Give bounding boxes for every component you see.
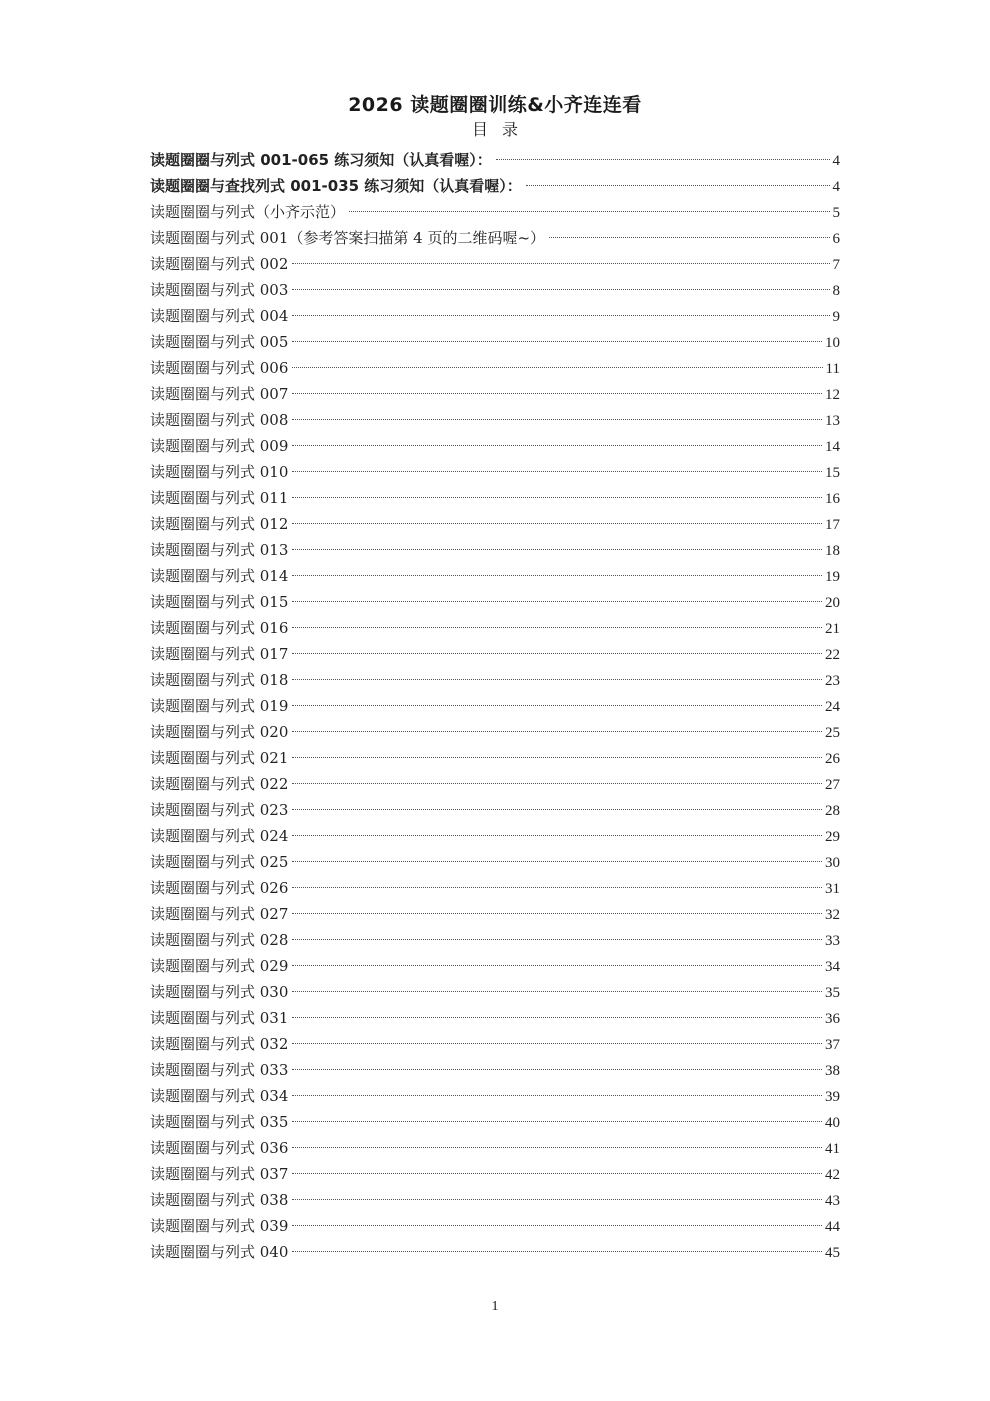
toc-entry-label: 读题圈圈与列式 004 [150, 307, 289, 325]
dot-leader [292, 393, 822, 394]
toc-entry-page: 12 [825, 387, 840, 403]
toc-entry-label: 读题圈圈与列式 012 [150, 515, 289, 533]
toc-entry-page: 34 [825, 959, 840, 975]
dot-leader [292, 887, 822, 888]
toc-entry-page: 6 [832, 231, 840, 247]
toc-entry[interactable] [150, 303, 840, 329]
toc-entry-label: 读题圈圈与列式 009 [150, 437, 289, 455]
toc-entry[interactable] [150, 667, 840, 693]
dot-leader [292, 679, 822, 680]
toc-entry[interactable] [150, 1161, 840, 1187]
dot-leader [526, 185, 830, 186]
toc-entry-label: 读题圈圈与列式 008 [150, 411, 289, 429]
toc-entry[interactable] [150, 355, 840, 381]
dot-leader [549, 237, 829, 238]
toc-entry-page: 37 [825, 1037, 840, 1053]
toc-entry[interactable] [150, 381, 840, 407]
dot-leader [292, 549, 822, 550]
toc-entry-label: 读题圈圈与列式 027 [150, 905, 289, 923]
dot-leader [292, 705, 822, 706]
toc-entry-label: 读题圈圈与列式 002 [150, 255, 289, 273]
toc-entry-label: 读题圈圈与列式 024 [150, 827, 289, 845]
dot-leader [292, 835, 822, 836]
dot-leader [292, 289, 829, 290]
toc-entry-label: 读题圈圈与列式 038 [150, 1191, 289, 1209]
toc-entry[interactable] [150, 199, 840, 225]
toc-entry[interactable] [150, 797, 840, 823]
toc-entry[interactable] [150, 615, 840, 641]
toc-entry[interactable] [150, 147, 840, 173]
toc-entry-label: 读题圈圈与列式 022 [150, 775, 289, 793]
toc-heading: 目录 [471, 122, 532, 139]
dot-leader [292, 1147, 822, 1148]
toc-entry[interactable] [150, 407, 840, 433]
toc-entry-page: 22 [825, 647, 840, 663]
toc-entry[interactable] [150, 1057, 840, 1083]
table-of-contents [150, 147, 840, 1265]
dot-leader [292, 471, 822, 472]
toc-entry-page: 43 [825, 1193, 840, 1209]
toc-entry-page: 20 [825, 595, 840, 611]
dot-leader [292, 1043, 822, 1044]
toc-entry[interactable] [150, 1083, 840, 1109]
dot-leader [292, 419, 822, 420]
toc-entry-page: 4 [832, 179, 840, 195]
toc-entry[interactable] [150, 745, 840, 771]
dot-leader [292, 1069, 822, 1070]
dot-leader [292, 497, 822, 498]
toc-entry-label: 读题圈圈与列式 029 [150, 957, 289, 975]
toc-entry[interactable] [150, 953, 840, 979]
dot-leader [292, 341, 822, 342]
toc-entry[interactable] [150, 1031, 840, 1057]
toc-entry-page: 35 [825, 985, 840, 1001]
dot-leader [292, 575, 822, 576]
toc-entry-page: 5 [832, 205, 840, 221]
toc-entry-page: 21 [825, 621, 840, 637]
dot-leader [292, 1095, 822, 1096]
toc-entry-label: 读题圈圈与列式 036 [150, 1139, 289, 1157]
toc-entry-page: 4 [832, 153, 840, 169]
toc-entry-page: 9 [832, 309, 840, 325]
toc-entry-page: 24 [825, 699, 840, 715]
toc-entry[interactable] [150, 277, 840, 303]
toc-entry-page: 18 [825, 543, 840, 559]
toc-entry-label: 读题圈圈与列式 018 [150, 671, 289, 689]
dot-leader [292, 315, 829, 316]
toc-entry-page: 41 [825, 1141, 840, 1157]
toc-entry-page: 23 [825, 673, 840, 689]
dot-leader [292, 965, 822, 966]
toc-entry[interactable] [150, 875, 840, 901]
toc-entry-page: 17 [825, 517, 840, 533]
toc-entry[interactable] [150, 979, 840, 1005]
toc-entry-label: 读题圈圈与列式（小齐示范） [150, 203, 346, 221]
dot-leader [292, 1121, 822, 1122]
toc-entry-label: 读题圈圈与列式 001-065 练习须知（认真看喔）： [150, 151, 492, 169]
toc-entry-label: 读题圈圈与列式 037 [150, 1165, 289, 1183]
toc-entry[interactable] [150, 511, 840, 537]
toc-entry-page: 16 [825, 491, 840, 507]
dot-leader [292, 991, 822, 992]
toc-entry-label: 读题圈圈与列式 011 [150, 489, 289, 507]
dot-leader [292, 1173, 822, 1174]
toc-entry-page: 44 [825, 1219, 840, 1235]
toc-entry[interactable] [150, 1239, 840, 1265]
toc-entry[interactable] [150, 173, 840, 199]
toc-entry-page: 19 [825, 569, 840, 585]
toc-entry-label: 读题圈圈与列式 007 [150, 385, 289, 403]
toc-entry-page: 8 [832, 283, 840, 299]
toc-entry[interactable] [150, 1213, 840, 1239]
toc-entry[interactable] [150, 1005, 840, 1031]
toc-entry[interactable] [150, 459, 840, 485]
toc-entry-label: 读题圈圈与列式 031 [150, 1009, 289, 1027]
dot-leader [292, 939, 822, 940]
toc-entry[interactable] [150, 225, 840, 251]
toc-entry-label: 读题圈圈与列式 033 [150, 1061, 289, 1079]
dot-leader [292, 1199, 822, 1200]
dot-leader [292, 861, 822, 862]
dot-leader [292, 1251, 822, 1252]
toc-entry-label: 读题圈圈与列式 040 [150, 1243, 289, 1261]
document-title: 2026 读题圈圈训练&小齐连连看 [348, 94, 642, 116]
page-number: 1 [491, 1299, 499, 1314]
toc-entry[interactable] [150, 251, 840, 277]
toc-entry-label: 读题圈圈与列式 034 [150, 1087, 289, 1105]
toc-entry-page: 42 [825, 1167, 840, 1183]
toc-entry[interactable] [150, 485, 840, 511]
dot-leader [292, 731, 822, 732]
dot-leader [349, 211, 829, 212]
dot-leader [292, 523, 822, 524]
toc-entry[interactable] [150, 693, 840, 719]
dot-leader [292, 263, 829, 264]
toc-entry-label: 读题圈圈与列式 016 [150, 619, 289, 637]
toc-entry-label: 读题圈圈与列式 026 [150, 879, 289, 897]
toc-entry[interactable] [150, 719, 840, 745]
toc-entry-label: 读题圈圈与列式 017 [150, 645, 289, 663]
toc-entry-label: 读题圈圈与列式 001（参考答案扫描第 4 页的二维码喔~） [150, 229, 546, 247]
toc-entry-page: 15 [825, 465, 840, 481]
toc-entry-label: 读题圈圈与列式 005 [150, 333, 289, 351]
dot-leader [292, 653, 822, 654]
toc-entry[interactable] [150, 901, 840, 927]
toc-entry-page: 39 [825, 1089, 840, 1105]
toc-entry-label: 读题圈圈与列式 025 [150, 853, 289, 871]
toc-entry[interactable] [150, 537, 840, 563]
toc-entry-label: 读题圈圈与列式 010 [150, 463, 289, 481]
dot-leader [292, 757, 822, 758]
dot-leader [292, 627, 822, 628]
toc-entry-page: 27 [825, 777, 840, 793]
toc-entry-label: 读题圈圈与列式 013 [150, 541, 289, 559]
toc-entry-label: 读题圈圈与查找列式 001-035 练习须知（认真看喔）： [150, 177, 522, 195]
toc-entry-label: 读题圈圈与列式 032 [150, 1035, 289, 1053]
toc-entry-label: 读题圈圈与列式 023 [150, 801, 289, 819]
toc-entry-label: 读题圈圈与列式 028 [150, 931, 289, 949]
toc-entry[interactable] [150, 1109, 840, 1135]
toc-entry-label: 读题圈圈与列式 019 [150, 697, 289, 715]
toc-entry-page: 38 [825, 1063, 840, 1079]
toc-entry-label: 读题圈圈与列式 014 [150, 567, 289, 585]
toc-entry-page: 26 [825, 751, 840, 767]
toc-entry-page: 13 [825, 413, 840, 429]
dot-leader [292, 913, 822, 914]
toc-entry-label: 读题圈圈与列式 021 [150, 749, 289, 767]
dot-leader [292, 1017, 822, 1018]
toc-entry-label: 读题圈圈与列式 035 [150, 1113, 289, 1131]
toc-entry-page: 25 [825, 725, 840, 741]
dot-leader [292, 601, 822, 602]
toc-entry-label: 读题圈圈与列式 006 [150, 359, 289, 377]
toc-entry-page: 40 [825, 1115, 840, 1131]
toc-entry[interactable] [150, 927, 840, 953]
toc-entry[interactable] [150, 433, 840, 459]
dot-leader [292, 445, 822, 446]
toc-entry-label: 读题圈圈与列式 003 [150, 281, 289, 299]
toc-entry-page: 11 [825, 361, 840, 377]
dot-leader [292, 367, 822, 368]
toc-entry-page: 31 [825, 881, 840, 897]
toc-entry-page: 29 [825, 829, 840, 845]
toc-entry-page: 36 [825, 1011, 840, 1027]
toc-entry-page: 7 [832, 257, 840, 273]
toc-entry[interactable] [150, 771, 840, 797]
toc-entry-label: 读题圈圈与列式 030 [150, 983, 289, 1001]
toc-entry[interactable] [150, 641, 840, 667]
toc-entry-label: 读题圈圈与列式 039 [150, 1217, 289, 1235]
dot-leader [496, 159, 830, 160]
toc-entry[interactable] [150, 823, 840, 849]
toc-entry[interactable] [150, 329, 840, 355]
toc-entry[interactable] [150, 1187, 840, 1213]
toc-entry-page: 14 [825, 439, 840, 455]
toc-entry[interactable] [150, 589, 840, 615]
toc-entry-label: 读题圈圈与列式 020 [150, 723, 289, 741]
toc-entry-page: 45 [825, 1245, 840, 1261]
toc-entry-label: 读题圈圈与列式 015 [150, 593, 289, 611]
toc-entry-page: 30 [825, 855, 840, 871]
toc-entry-page: 10 [825, 335, 840, 351]
toc-entry[interactable] [150, 1135, 840, 1161]
toc-entry-page: 28 [825, 803, 840, 819]
dot-leader [292, 783, 822, 784]
dot-leader [292, 809, 822, 810]
toc-entry-page: 32 [825, 907, 840, 923]
toc-entry[interactable] [150, 563, 840, 589]
toc-entry-page: 33 [825, 933, 840, 949]
dot-leader [292, 1225, 822, 1226]
toc-entry[interactable] [150, 849, 840, 875]
